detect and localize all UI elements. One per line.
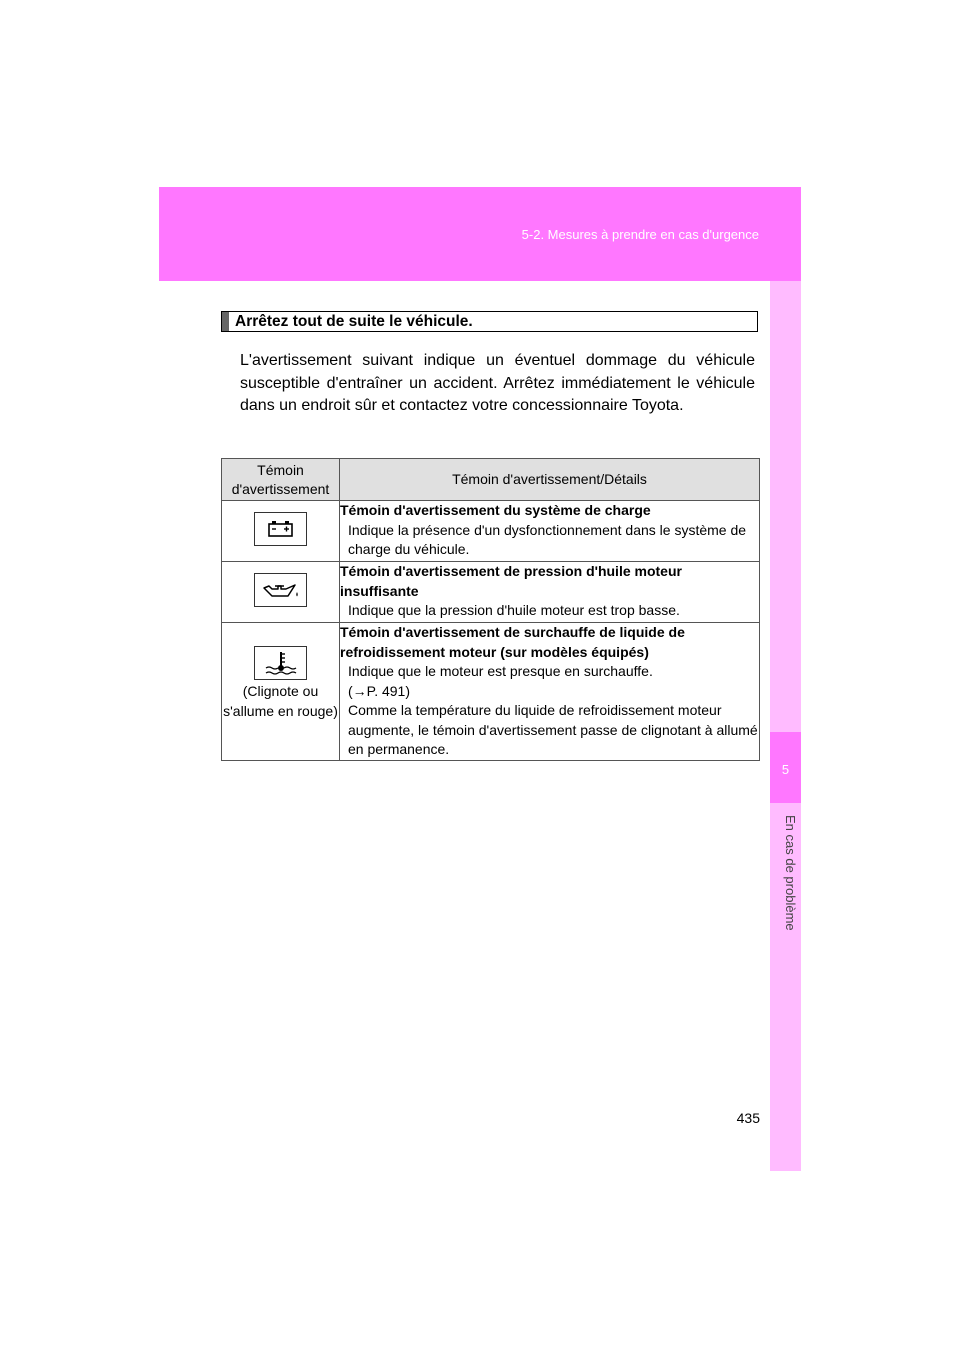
header-band xyxy=(159,187,801,281)
details-cell xyxy=(340,501,760,562)
intro-paragraph: L'avertissement suivant indique un éventuel dommage du véhicule susceptible d'entraîner un accident. Arrêtez immédiatement le véhicule dans un endroit sûr et contactez votre concessionnaire Toyota. xyxy=(240,352,755,414)
page-number: 435 xyxy=(736,1110,760,1126)
details-cell xyxy=(340,623,760,761)
warning-title: Témoin d'avertissement de pression d'huile moteur insuffisante xyxy=(340,563,682,599)
warning-title: Témoin d'avertissement de surchauffe de liquide de refroidissement moteur (sur modèles équipés) xyxy=(340,624,685,660)
icon-cell xyxy=(222,562,340,623)
header-cell-icon: Témoin d'avertissement xyxy=(222,459,340,501)
table-header-row xyxy=(222,459,760,501)
page-reference: (→P. 491) xyxy=(348,682,410,699)
details-cell xyxy=(340,562,760,623)
table-row xyxy=(222,501,760,562)
table-row xyxy=(222,623,760,761)
chapter-side-tab xyxy=(770,281,801,1171)
warning-title: Témoin d'avertissement du système de charge xyxy=(340,502,651,518)
table-row xyxy=(222,562,760,623)
section-heading: Arrêtez tout de suite le véhicule. xyxy=(221,311,758,332)
warning-lights-table xyxy=(221,458,760,761)
oil-pressure-icon xyxy=(254,573,307,607)
icon-note: (Clignote ou s'allume en rouge) xyxy=(223,683,338,719)
header-cell-details: Témoin d'avertissement/Détails xyxy=(340,459,760,501)
icon-cell xyxy=(222,623,340,761)
battery-charge-icon xyxy=(254,512,307,546)
warning-description: Comme la température du liquide de refroidissement moteur augmente, le témoin d'avertissement passe de clignotant à allumé en permanence. xyxy=(348,702,758,757)
warning-description: Indique que la pression d'huile moteur est trop basse. xyxy=(348,602,680,618)
warning-description: Indique que le moteur est presque en surchauffe. xyxy=(348,663,653,679)
icon-cell xyxy=(222,501,340,562)
chapter-number: 5 xyxy=(781,762,790,777)
section-title: 5-2. Mesures à prendre en cas d'urgence xyxy=(521,227,759,242)
warning-description: Indique la présence d'un dysfonctionnement dans le système de charge du véhicule. xyxy=(348,521,747,557)
chapter-title: En cas de problème xyxy=(783,815,798,931)
coolant-temperature-icon xyxy=(254,646,307,680)
